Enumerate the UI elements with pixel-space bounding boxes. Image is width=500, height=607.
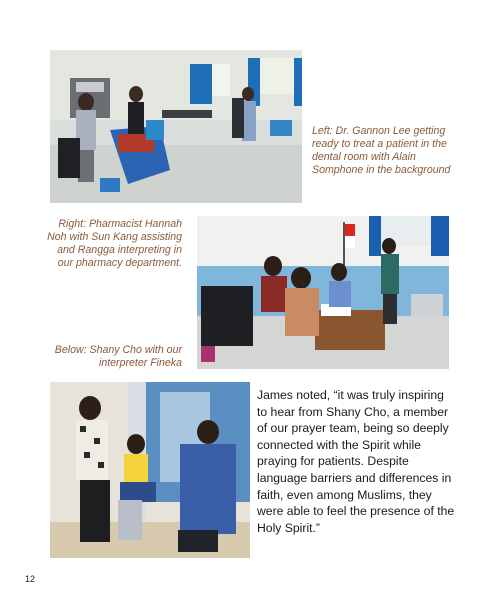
interpreter-photo-caption: Below: Shany Cho with our interpreter Fineka: [54, 344, 182, 369]
prayer-interpreter-photo: [50, 382, 250, 558]
pharmacy-photo: [197, 216, 449, 369]
james-quote: James noted, “it was truly inspiring to hear from Shany Cho, a member of our prayer team, being so deeply connected with the Spirit while praying for patients. Despite language barriers and differences in faith, even among Muslims, they were able to feel the presence of the Holy Spirit.”: [257, 388, 455, 535]
pharmacy-photo-caption: Right: Pharmacist Hannah Noh with Sun Kang assisting and Rangga interpreting in our pharmacy department.: [47, 218, 182, 269]
page-number: 12: [25, 574, 36, 584]
dental-room-photo: [50, 50, 302, 203]
dental-photo-caption: Left: Dr. Gannon Lee getting ready to treat a patient in the dental room with Alain Somphone in the background: [312, 125, 451, 176]
